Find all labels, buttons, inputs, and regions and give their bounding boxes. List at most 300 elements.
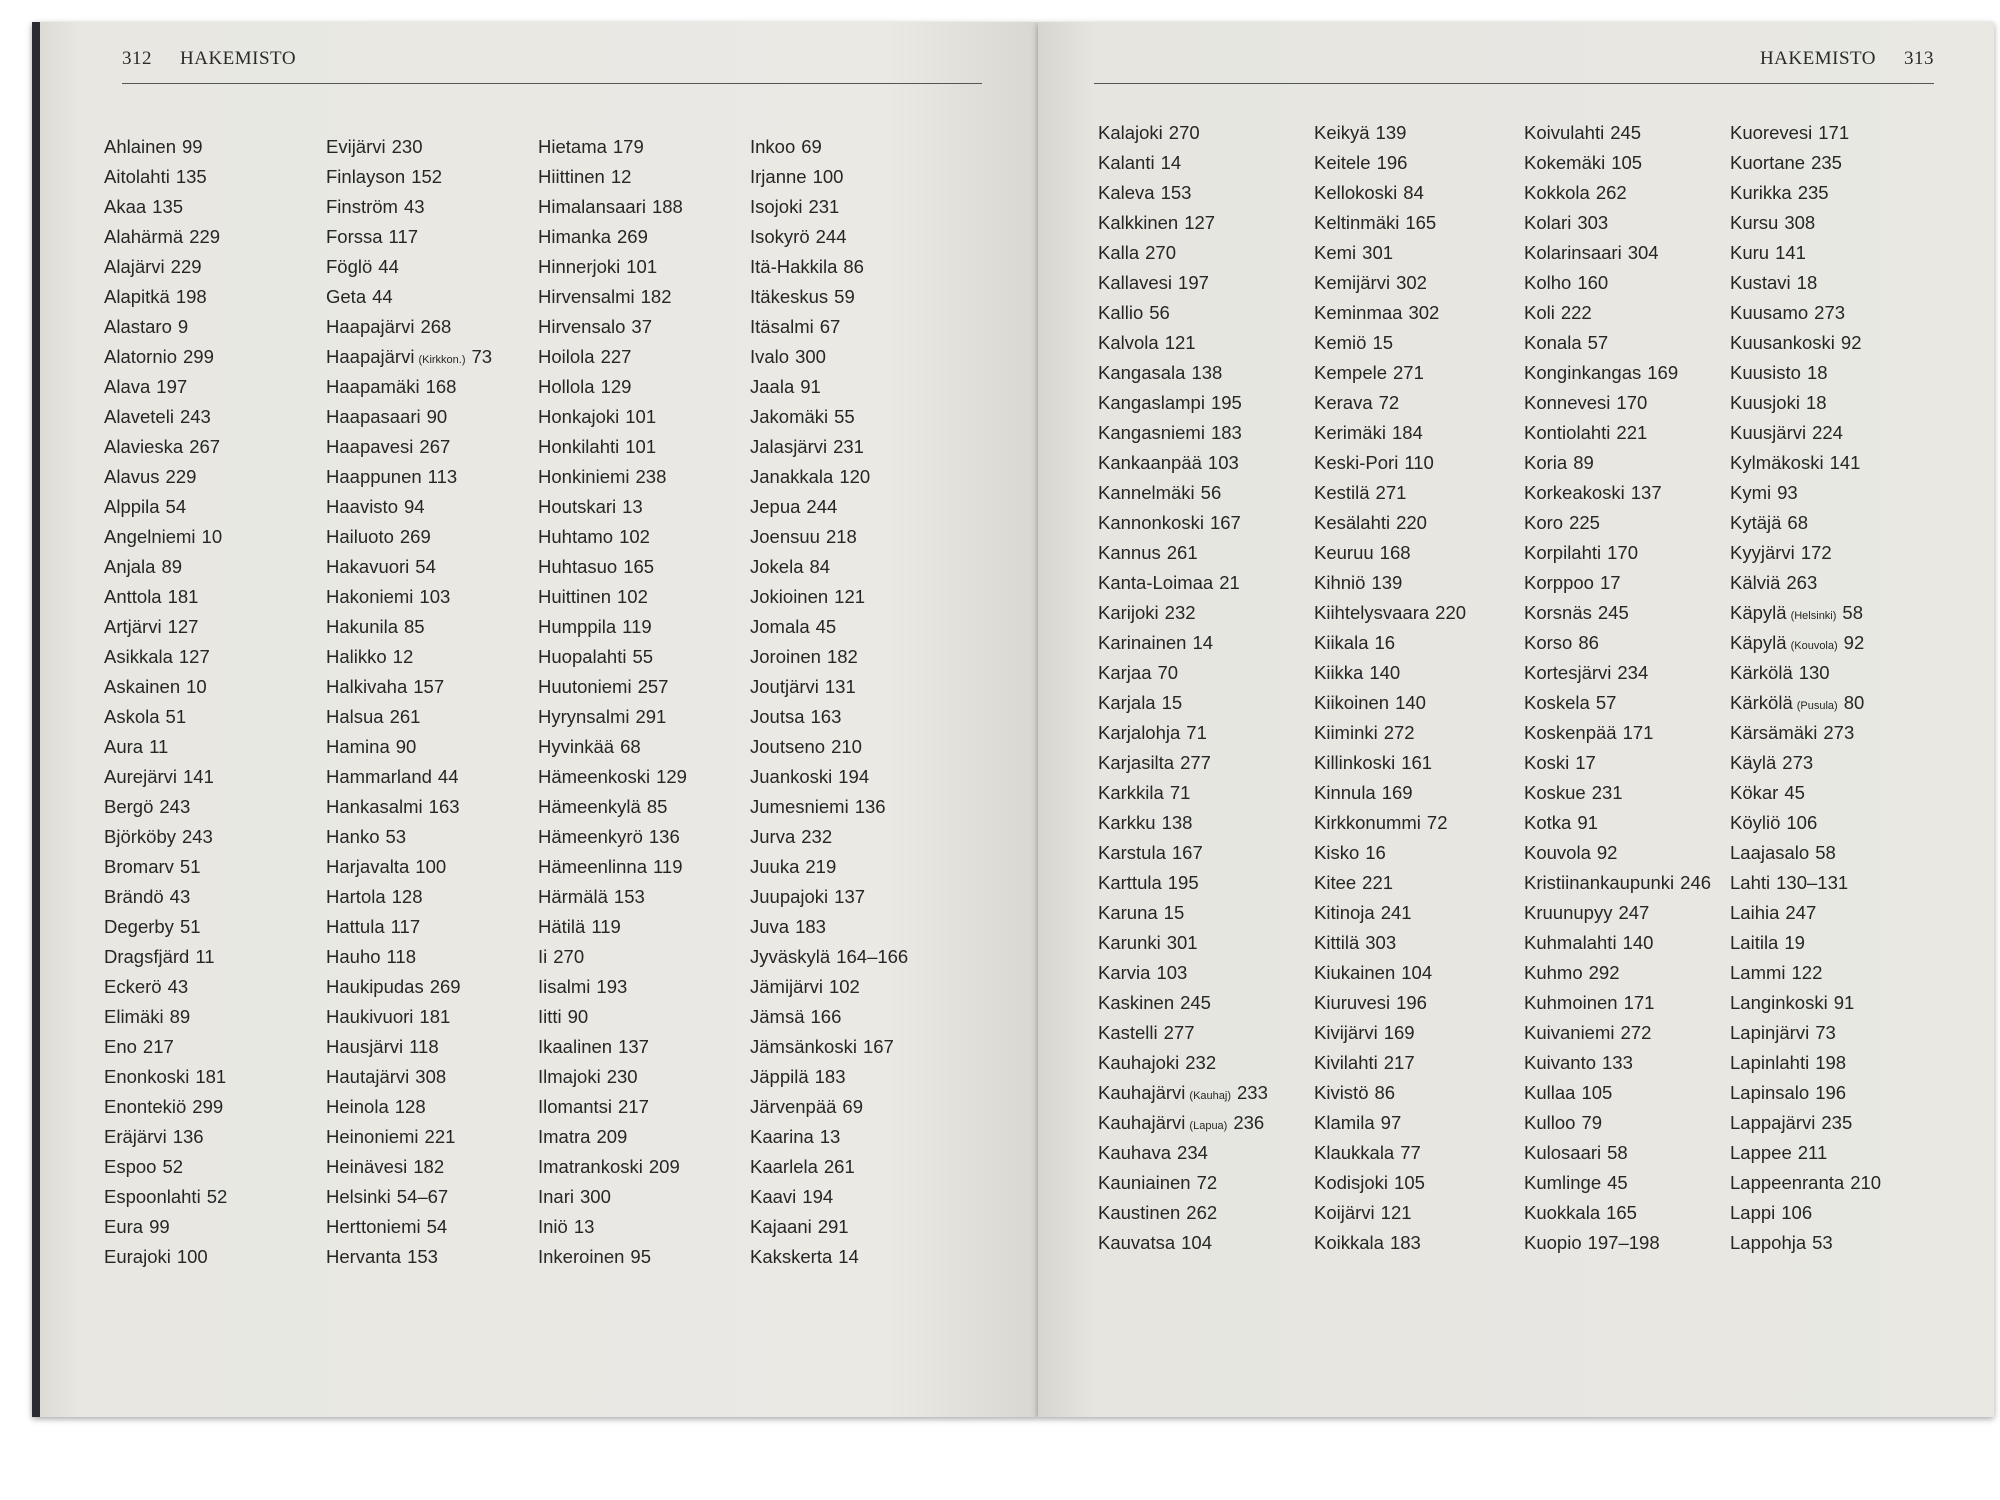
index-entry bbox=[1730, 1078, 1881, 1108]
entry-name: Enonkoski bbox=[104, 1066, 190, 1087]
index-entry bbox=[1314, 898, 1466, 928]
entry-page: 261 bbox=[1166, 542, 1198, 563]
entry-page: 11 bbox=[195, 946, 215, 967]
index-entry bbox=[1730, 598, 1881, 628]
entry-page: 55 bbox=[834, 406, 855, 427]
entry-name: Kotka bbox=[1524, 812, 1572, 833]
index-entry bbox=[1730, 298, 1881, 328]
entry-page: 232 bbox=[801, 826, 833, 847]
entry-page: 263 bbox=[1786, 572, 1818, 593]
index-entry bbox=[1730, 1048, 1881, 1078]
index-entry bbox=[750, 222, 908, 252]
index-entry bbox=[1314, 658, 1466, 688]
index-entry bbox=[750, 372, 908, 402]
index-entry bbox=[1730, 988, 1881, 1018]
index-entry bbox=[1730, 148, 1881, 178]
index-entry bbox=[1314, 238, 1466, 268]
entry-name: Eura bbox=[104, 1216, 144, 1237]
entry-name: Ivalo bbox=[750, 346, 790, 367]
entry-name: Kokkola bbox=[1524, 182, 1590, 203]
entry-page: 221 bbox=[424, 1126, 456, 1147]
entry-page: 94 bbox=[403, 496, 425, 517]
entry-name: Kontiolahti bbox=[1524, 422, 1611, 443]
open-book bbox=[32, 22, 1994, 1417]
index-entry bbox=[1730, 538, 1881, 568]
entry-name: Kellokoski bbox=[1314, 182, 1398, 203]
entry-name: Forssa bbox=[326, 226, 383, 247]
entry-name: Härmälä bbox=[538, 886, 608, 907]
entry-page: 172 bbox=[1800, 542, 1832, 563]
entry-name: Kuhmoinen bbox=[1524, 992, 1618, 1013]
entry-page: 56 bbox=[1200, 482, 1222, 503]
entry-page: 18 bbox=[1806, 362, 1828, 383]
index-entry bbox=[1098, 718, 1268, 748]
entry-page: 53 bbox=[1812, 1232, 1833, 1253]
entry-name: Iitti bbox=[538, 1006, 562, 1027]
entry-name: Karttula bbox=[1098, 872, 1162, 893]
entry-page: 127 bbox=[178, 646, 210, 667]
index-entry bbox=[1524, 838, 1711, 868]
index-entry bbox=[1730, 418, 1881, 448]
entry-name: Kalla bbox=[1098, 242, 1140, 263]
index-entry bbox=[538, 372, 687, 402]
index-entry bbox=[326, 1002, 492, 1032]
index-entry bbox=[1524, 898, 1711, 928]
entry-page: 222 bbox=[1560, 302, 1592, 323]
entry-qualifier: (Pusula) bbox=[1796, 700, 1838, 712]
entry-page: 229 bbox=[189, 226, 221, 247]
index-entry bbox=[1098, 628, 1268, 658]
entry-name: Käpylä bbox=[1730, 632, 1787, 653]
entry-name: Hiittinen bbox=[538, 166, 605, 187]
entry-page: 86 bbox=[843, 256, 864, 277]
entry-name: Akaa bbox=[104, 196, 147, 217]
entry-name: Kuusankoski bbox=[1730, 332, 1835, 353]
entry-page: 77 bbox=[1400, 1142, 1421, 1163]
entry-name: Kankaanpää bbox=[1098, 452, 1202, 473]
entry-page: 85 bbox=[646, 796, 668, 817]
index-entry bbox=[750, 822, 908, 852]
index-entry bbox=[1314, 958, 1466, 988]
index-entry bbox=[326, 672, 492, 702]
index-entry bbox=[1730, 778, 1881, 808]
index-entry bbox=[326, 612, 492, 642]
entry-name: Kökar bbox=[1730, 782, 1779, 803]
index-entry bbox=[1314, 1168, 1466, 1198]
index-entry bbox=[1314, 1108, 1466, 1138]
entry-page: 169 bbox=[1647, 362, 1679, 383]
entry-page: 181 bbox=[419, 1006, 451, 1027]
entry-name: Jaala bbox=[750, 376, 795, 397]
index-entry bbox=[538, 312, 687, 342]
entry-name: Isojoki bbox=[750, 196, 803, 217]
entry-name: Honkilahti bbox=[538, 436, 620, 457]
entry-name: Imatrankoski bbox=[538, 1156, 643, 1177]
index-entry bbox=[538, 612, 687, 642]
index-entry bbox=[104, 702, 227, 732]
index-entry bbox=[104, 822, 227, 852]
entry-page: 120 bbox=[839, 466, 871, 487]
entry-page: 196 bbox=[1815, 1082, 1847, 1103]
entry-name: Kauhajärvi bbox=[1098, 1082, 1186, 1103]
index-entry bbox=[104, 762, 227, 792]
entry-name: Kihniö bbox=[1314, 572, 1366, 593]
entry-name: Hämeenlinna bbox=[538, 856, 648, 877]
entry-name: Kuopio bbox=[1524, 1232, 1582, 1253]
running-head bbox=[1760, 48, 1934, 70]
entry-name: Konnevesi bbox=[1524, 392, 1611, 413]
entry-name: Kinnula bbox=[1314, 782, 1376, 803]
entry-name: Ii bbox=[538, 946, 548, 967]
index-entry bbox=[326, 282, 492, 312]
entry-page: 163 bbox=[810, 706, 842, 727]
index-entry bbox=[750, 1032, 908, 1062]
index-entry bbox=[538, 642, 687, 672]
entry-page: 103 bbox=[1156, 962, 1188, 983]
entry-page: 227 bbox=[600, 346, 632, 367]
index-entry bbox=[326, 582, 492, 612]
entry-name: Karjala bbox=[1098, 692, 1156, 713]
index-entry bbox=[1098, 118, 1268, 148]
index-column bbox=[1730, 118, 1881, 1258]
entry-page: 91 bbox=[1833, 992, 1855, 1013]
index-entry bbox=[1098, 1048, 1268, 1078]
index-entry bbox=[1730, 1138, 1881, 1168]
index-entry bbox=[326, 942, 492, 972]
entry-page: 164–166 bbox=[836, 946, 909, 967]
entry-name: Hyvinkää bbox=[538, 736, 615, 757]
index-entry bbox=[326, 642, 492, 672]
entry-name: Hämeenkoski bbox=[538, 766, 651, 787]
index-entry bbox=[1524, 1138, 1711, 1168]
entry-name: Kiikala bbox=[1314, 632, 1369, 653]
index-entry bbox=[750, 1092, 908, 1122]
index-entry bbox=[104, 912, 227, 942]
index-entry bbox=[1730, 628, 1881, 658]
entry-page: 169 bbox=[1383, 1022, 1415, 1043]
index-entry bbox=[326, 1242, 492, 1272]
index-entry bbox=[1314, 118, 1466, 148]
entry-page: 79 bbox=[1581, 1112, 1603, 1133]
entry-name: Juupajoki bbox=[750, 886, 829, 907]
entry-page: 9 bbox=[177, 316, 189, 337]
entry-page: 15 bbox=[1163, 902, 1185, 923]
entry-page: 153 bbox=[407, 1246, 438, 1267]
entry-name: Karjasilta bbox=[1098, 752, 1175, 773]
entry-name: Keltinmäki bbox=[1314, 212, 1400, 233]
index-entry bbox=[326, 762, 492, 792]
index-entry bbox=[538, 1032, 687, 1062]
entry-page: 246 bbox=[1680, 872, 1712, 893]
entry-page: 101 bbox=[626, 256, 658, 277]
header-rule bbox=[1094, 83, 1934, 84]
entry-name: Kalajoki bbox=[1098, 122, 1163, 143]
entry-name: Karunki bbox=[1098, 932, 1161, 953]
entry-name: Anjala bbox=[104, 556, 156, 577]
entry-name: Inkeroinen bbox=[538, 1246, 625, 1267]
index-column bbox=[538, 132, 687, 1272]
index-entry bbox=[104, 1242, 227, 1272]
entry-page: 232 bbox=[1164, 602, 1196, 623]
entry-name: Bromarv bbox=[104, 856, 174, 877]
entry-name: Kastelli bbox=[1098, 1022, 1158, 1043]
entry-page: 308 bbox=[415, 1066, 447, 1087]
entry-name: Koli bbox=[1524, 302, 1555, 323]
entry-page: 139 bbox=[1371, 572, 1403, 593]
index-entry bbox=[1730, 868, 1881, 898]
entry-page: 100 bbox=[415, 856, 447, 877]
entry-page: 137 bbox=[834, 886, 866, 907]
index-entry bbox=[750, 252, 908, 282]
entry-page: 271 bbox=[1393, 362, 1424, 383]
entry-page: 217 bbox=[1383, 1052, 1415, 1073]
entry-name: Jumesniemi bbox=[750, 796, 849, 817]
entry-name: Eräjärvi bbox=[104, 1126, 167, 1147]
entry-page: 54 bbox=[165, 496, 187, 517]
entry-page: 99 bbox=[149, 1216, 170, 1237]
index-entry bbox=[326, 822, 492, 852]
entry-page: 58 bbox=[1607, 1142, 1628, 1163]
index-entry bbox=[326, 852, 492, 882]
entry-name: Käylä bbox=[1730, 752, 1777, 773]
entry-page: 10 bbox=[186, 676, 207, 697]
entry-page: 89 bbox=[1573, 452, 1594, 473]
index-entry bbox=[750, 672, 908, 702]
entry-name: Karjalohja bbox=[1098, 722, 1181, 743]
entry-name: Haapajärvi bbox=[326, 316, 415, 337]
entry-name: Kauhava bbox=[1098, 1142, 1172, 1163]
entry-page: 92 bbox=[1843, 632, 1865, 653]
entry-page: 54–67 bbox=[396, 1186, 449, 1207]
entry-page: 59 bbox=[834, 286, 855, 307]
entry-page: 45 bbox=[1784, 782, 1805, 803]
index-entry bbox=[1524, 688, 1711, 718]
index-entry bbox=[104, 312, 227, 342]
entry-name: Kulosaari bbox=[1524, 1142, 1602, 1163]
index-entry bbox=[104, 1182, 227, 1212]
index-entry bbox=[104, 972, 227, 1002]
entry-page: 102 bbox=[619, 526, 650, 547]
index-entry bbox=[538, 492, 687, 522]
index-entry bbox=[1524, 298, 1711, 328]
index-entry bbox=[1524, 418, 1711, 448]
entry-page: 235 bbox=[1811, 152, 1842, 173]
entry-page: 13 bbox=[573, 1216, 595, 1237]
entry-page: 100 bbox=[812, 166, 844, 187]
index-entry bbox=[538, 342, 687, 372]
entry-page: 140 bbox=[1622, 932, 1654, 953]
entry-name: Hinnerjoki bbox=[538, 256, 621, 277]
index-entry bbox=[750, 1152, 908, 1182]
entry-page: 291 bbox=[635, 706, 667, 727]
entry-name: Haapamäki bbox=[326, 376, 420, 397]
index-entry bbox=[1524, 958, 1711, 988]
entry-name: Huhtasuo bbox=[538, 556, 618, 577]
entry-page: 230 bbox=[606, 1066, 638, 1087]
entry-page: 68 bbox=[620, 736, 641, 757]
index-entry bbox=[750, 702, 908, 732]
entry-name: Finström bbox=[326, 196, 398, 217]
index-column bbox=[1314, 118, 1466, 1258]
index-entry bbox=[538, 1062, 687, 1092]
index-entry bbox=[1730, 658, 1881, 688]
index-entry bbox=[1314, 1078, 1466, 1108]
entry-name: Kuivanto bbox=[1524, 1052, 1596, 1073]
index-entry bbox=[1524, 148, 1711, 178]
index-entry bbox=[326, 372, 492, 402]
index-entry bbox=[1314, 568, 1466, 598]
entry-page: 198 bbox=[1815, 1052, 1847, 1073]
entry-page: 73 bbox=[1815, 1022, 1836, 1043]
index-entry bbox=[1314, 448, 1466, 478]
index-entry bbox=[326, 732, 492, 762]
entry-page: 139 bbox=[1375, 122, 1407, 143]
entry-name: Hauho bbox=[326, 946, 381, 967]
index-entry bbox=[1524, 208, 1711, 238]
entry-name: Geta bbox=[326, 286, 367, 307]
index-entry bbox=[1098, 1228, 1268, 1258]
entry-page: 101 bbox=[625, 406, 657, 427]
entry-name: Korpilahti bbox=[1524, 542, 1602, 563]
entry-name: Honkiniemi bbox=[538, 466, 630, 487]
entry-page: 236 bbox=[1233, 1112, 1265, 1133]
index-entry bbox=[1730, 1018, 1881, 1048]
entry-page: 105 bbox=[1611, 152, 1643, 173]
index-entry bbox=[1098, 448, 1268, 478]
index-entry bbox=[1730, 958, 1881, 988]
index-entry bbox=[1098, 268, 1268, 298]
index-entry bbox=[1730, 808, 1881, 838]
index-entry bbox=[1314, 928, 1466, 958]
entry-name: Korppoo bbox=[1524, 572, 1594, 593]
index-entry bbox=[1098, 538, 1268, 568]
index-entry bbox=[1524, 268, 1711, 298]
entry-name: Haavisto bbox=[326, 496, 398, 517]
index-entry bbox=[538, 582, 687, 612]
index-entry bbox=[104, 612, 227, 642]
index-entry bbox=[104, 882, 227, 912]
entry-page: 231 bbox=[808, 196, 840, 217]
entry-page: 217 bbox=[142, 1036, 174, 1057]
entry-page: 103 bbox=[1207, 452, 1239, 473]
index-entry bbox=[538, 792, 687, 822]
entry-page: 166 bbox=[810, 1006, 842, 1027]
entry-page: 197 bbox=[1178, 272, 1209, 293]
index-entry bbox=[1730, 118, 1881, 148]
index-entry bbox=[1098, 178, 1268, 208]
entry-name: Harjavalta bbox=[326, 856, 410, 877]
entry-page: 103 bbox=[419, 586, 451, 607]
entry-name: Kortesjärvi bbox=[1524, 662, 1612, 683]
index-entry bbox=[1524, 928, 1711, 958]
entry-name: Lapinlahti bbox=[1730, 1052, 1810, 1073]
entry-name: Kursu bbox=[1730, 212, 1779, 233]
entry-name: Kälviä bbox=[1730, 572, 1781, 593]
entry-page: 136 bbox=[854, 796, 886, 817]
entry-name: Koskue bbox=[1524, 782, 1586, 803]
index-entry bbox=[750, 342, 908, 372]
index-entry bbox=[1524, 868, 1711, 898]
index-entry bbox=[326, 792, 492, 822]
index-entry bbox=[1524, 1228, 1711, 1258]
entry-page: 141 bbox=[1829, 452, 1861, 473]
index-entry bbox=[1524, 718, 1711, 748]
entry-page: 104 bbox=[1181, 1232, 1213, 1253]
index-entry bbox=[326, 522, 492, 552]
entry-page: 89 bbox=[161, 556, 183, 577]
entry-page: 127 bbox=[167, 616, 199, 637]
index-entry bbox=[1098, 358, 1268, 388]
entry-name: Kiikoinen bbox=[1314, 692, 1390, 713]
entry-page: 165 bbox=[1606, 1202, 1637, 1223]
entry-name: Hyrynsalmi bbox=[538, 706, 630, 727]
entry-page: 217 bbox=[618, 1096, 649, 1117]
entry-name: Hoilola bbox=[538, 346, 595, 367]
entry-name: Kuru bbox=[1730, 242, 1770, 263]
entry-name: Korkeakoski bbox=[1524, 482, 1625, 503]
entry-name: Karkku bbox=[1098, 812, 1156, 833]
entry-page: 261 bbox=[823, 1156, 855, 1177]
index-entry bbox=[104, 192, 227, 222]
index-entry bbox=[1524, 808, 1711, 838]
index-entry bbox=[1314, 508, 1466, 538]
entry-name: Iisalmi bbox=[538, 976, 591, 997]
index-entry bbox=[326, 702, 492, 732]
entry-page: 54 bbox=[426, 1216, 448, 1237]
index-entry bbox=[1730, 568, 1881, 598]
entry-name: Kiuruvesi bbox=[1314, 992, 1391, 1013]
index-entry bbox=[1314, 358, 1466, 388]
entry-name: Kymi bbox=[1730, 482, 1772, 503]
entry-name: Hattula bbox=[326, 916, 385, 937]
entry-name: Anttola bbox=[104, 586, 162, 607]
entry-page: 57 bbox=[1595, 692, 1617, 713]
entry-name: Kustavi bbox=[1730, 272, 1791, 293]
entry-page: 113 bbox=[427, 466, 458, 487]
index-column bbox=[1524, 118, 1711, 1258]
entry-page: 138 bbox=[1191, 362, 1223, 383]
index-entry bbox=[750, 792, 908, 822]
entry-name: Karuna bbox=[1098, 902, 1158, 923]
entry-page: 92 bbox=[1840, 332, 1862, 353]
index-entry bbox=[750, 462, 908, 492]
index-entry bbox=[1314, 868, 1466, 898]
entry-name: Heinoniemi bbox=[326, 1126, 419, 1147]
index-entry bbox=[1098, 1168, 1268, 1198]
entry-name: Koro bbox=[1524, 512, 1564, 533]
entry-name: Joutseno bbox=[750, 736, 826, 757]
entry-name: Kisko bbox=[1314, 842, 1360, 863]
index-entry bbox=[104, 462, 227, 492]
entry-page: 243 bbox=[179, 406, 211, 427]
entry-page: 243 bbox=[159, 796, 191, 817]
index-entry bbox=[538, 522, 687, 552]
entry-name: Kiihtelysvaara bbox=[1314, 602, 1430, 623]
entry-page: 84 bbox=[809, 556, 831, 577]
index-entry bbox=[1314, 478, 1466, 508]
index-entry bbox=[104, 282, 227, 312]
index-entry bbox=[104, 1122, 227, 1152]
entry-name: Heinola bbox=[326, 1096, 389, 1117]
index-entry bbox=[1098, 808, 1268, 838]
entry-name: Espoonlahti bbox=[104, 1186, 201, 1207]
index-entry bbox=[1314, 538, 1466, 568]
entry-page: 141 bbox=[183, 766, 214, 787]
entry-name: Kanta-Loimaa bbox=[1098, 572, 1214, 593]
index-entry bbox=[326, 162, 492, 192]
index-entry bbox=[1314, 178, 1466, 208]
index-entry bbox=[1524, 238, 1711, 268]
